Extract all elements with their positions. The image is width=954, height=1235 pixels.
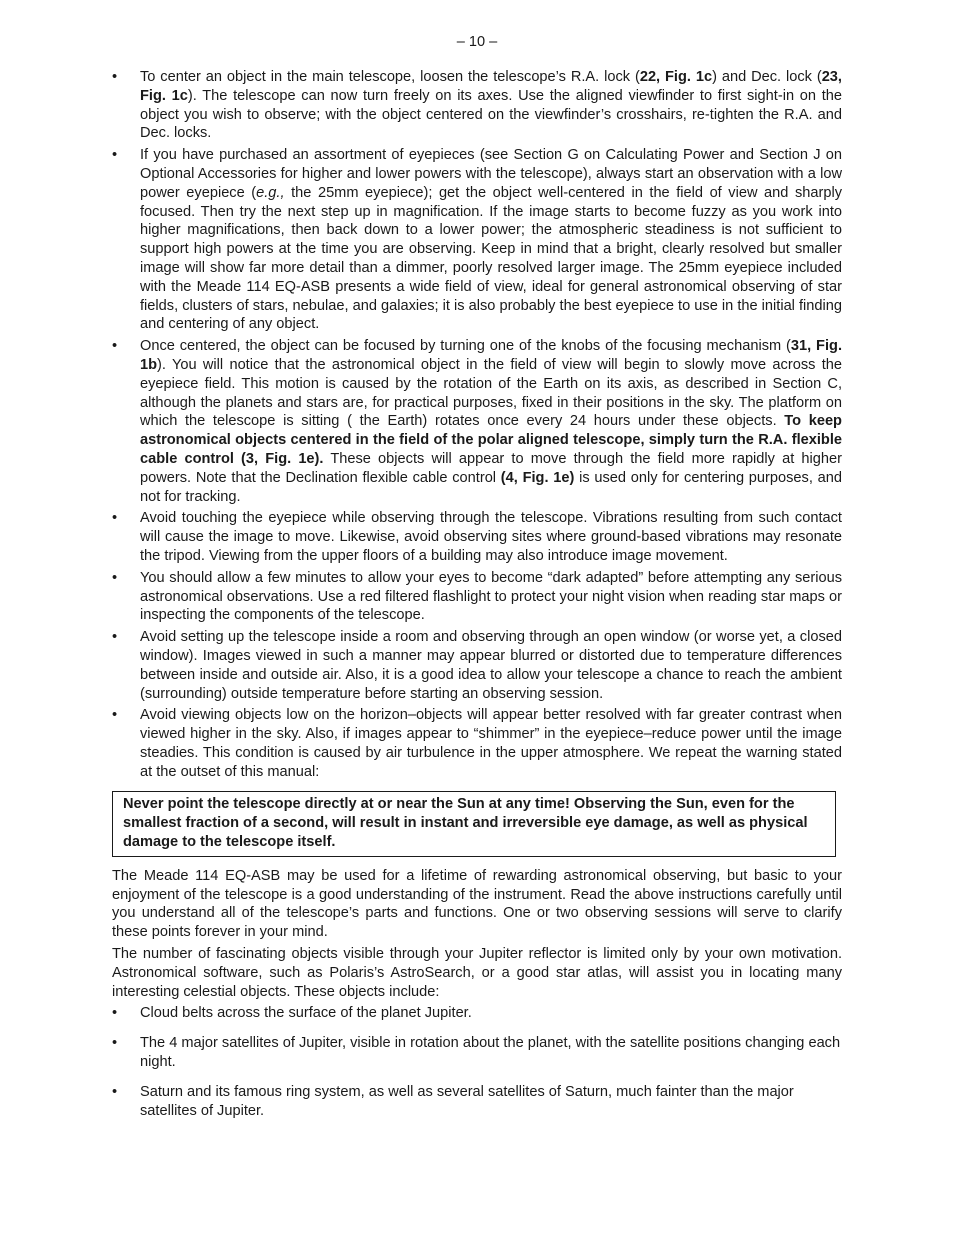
bullet-icon: • (112, 629, 118, 646)
page-number: – 10 – (456, 34, 498, 50)
observing-tips-list (112, 68, 842, 781)
bullet-icon: • (112, 69, 118, 85)
text-run: ). The telescope can now turn freely on its axes. Use the aligned viewfinder to first sight-in on the object you wish to observe; with the object centered on the viewfinder’s crosshairs, re-tighten the R.A. and Dec. locks. (140, 87, 842, 142)
text-run: 31, Fig. 1b (140, 338, 842, 373)
paragraph-lifetime-observing: The Meade 114 EQ-ASB may be used for a lifetime of rewarding astronomical observing, but basic to your enjoyment of the telescope is a good understanding of the instrument. Read the above instructions carefully until you understand all of the telescope’s parts and functions. One or two observing sessions will serve to clarify these points forever in your mind. (112, 867, 842, 941)
list-item (112, 1004, 842, 1023)
text-run: e.g., (256, 184, 285, 201)
text-run: ) and Dec. lock ( (712, 69, 822, 85)
sun-warning-box: Never point the telescope directly at or near the Sun at any time! Observing the Sun, even for the smallest fraction of a second, will result in instant and irreversible eye damage, as well as physical damage to the telescope itself. (112, 791, 836, 856)
text-run: You should allow a few minutes to allow your eyes to become “dark adapted” before attempting any serious astronomical observations. Use a red filtered flashlight to protect your night vision when reading star maps or inspecting the components of the telescope. (140, 569, 842, 624)
text-run: 23, Fig. 1c (140, 69, 842, 104)
list-item (112, 337, 842, 506)
list-item (112, 509, 842, 565)
list-item-text: The 4 major satellites of Jupiter, visible in rotation about the planet, with the satellite positions changing each night. (140, 1035, 841, 1071)
text-run: Avoid setting up the telescope inside a room and observing through an open window (or worse yet, a closed window). Images viewed in such a manner may appear blurred or distorted due to temperature differences between inside and outside air. Also, it is a good idea to allow your telescope a chance to reach the ambient (surrounding) outside temperature before starting an observing session. (140, 629, 842, 702)
text-run: Avoid viewing objects low on the horizon–objects will appear better resolved with far greater contrast when viewed higher in the sky. Also, if images appear to “shimmer” in the eyepiece–reduce power until the image steadies. This condition is caused by air turbulence in the upper atmosphere. We repeat the warning stated at the outset of this manual: (140, 707, 842, 780)
bullet-icon: • (112, 1035, 118, 1052)
list-item (112, 628, 842, 703)
bullet-icon: • (112, 569, 118, 586)
text-run: If you have purchased an assortment of eyepieces (see Section G on Calculating Power and Section J on Optional Accessories for higher and lower powers with the telescope), always start an observation with a low power eyepiece ( (140, 147, 842, 201)
list-item (112, 706, 842, 781)
text-run: To keep astronomical objects centered in the field of the polar aligned telescope, simply turn the R.A. flexible cable control (3, Fig. 1e). (140, 413, 842, 467)
bullet-icon: • (112, 1083, 118, 1100)
list-item-text: Saturn and its famous ring system, as well as several satellites of Saturn, much fainter than the major satellites of Jupiter. (140, 1083, 794, 1119)
text-run: 22, Fig. 1c (639, 69, 713, 85)
list-item (112, 146, 842, 334)
celestial-objects-list (112, 1004, 842, 1120)
list-item (112, 68, 842, 143)
text-run: Avoid touching the eyepiece while observing through the telescope. Vibrations resulting from such contact will cause the image to move. Likewise, avoid observing sites where ground-based vibrations may resonate the tripod. Viewing from the upper floors of a building may also introduce image movement. (140, 510, 842, 564)
paragraph-fascinating-objects: The number of fascinating objects visible through your Jupiter reflector is limited only by your own motivation. Astronomical software, such as Polaris’s AstroSearch, or a good star atlas, will assist you in locating many interesting celestial objects. These objects include: (112, 946, 842, 1000)
list-item-text: Cloud belts across the surface of the planet Jupiter. (140, 1005, 472, 1022)
bullet-icon: • (112, 1005, 118, 1022)
bullet-icon: • (112, 338, 118, 355)
text-run: Once centered, the object can be focused by turning one of the knobs of the focusing mechanism ( (140, 338, 791, 355)
bullet-icon: • (112, 510, 118, 527)
list-item (112, 1034, 842, 1072)
page-content (112, 68, 842, 1131)
text-run: ). You will notice that the astronomical object in the field of view will begin to slowly move across the eyepiece field. This motion is caused by the rotation of the Earth on its axis, as described in Section C, although the planets and stars are, for practical purposes, fixed in their positions in the sky. The platform on which the telescope is sitting ( the Earth) rotates once every 24 hours under these objects. (140, 356, 842, 430)
list-item (112, 569, 842, 625)
text-run: (4, Fig. 1e) (500, 469, 575, 486)
text-run: is used only for centering purposes, and not for tracking. (140, 469, 842, 505)
text-run: These objects will appear to move through the field more rapidly at higher powers. Note that the Declination flexible cable control (140, 450, 842, 486)
bullet-icon: • (112, 707, 118, 724)
text-run: To center an object in the main telescope, loosen the telescope’s R.A. lock ( (140, 69, 640, 85)
list-item (112, 1083, 842, 1121)
bullet-icon: • (112, 147, 118, 164)
text-run: the 25mm eyepiece); get the object well-centered in the field of view and sharply focused. Then try the next step up in magnification. If the image starts to become fuzzy as you work into higher magnifications, then back down to a lower power; the atmospheric steadiness is not sufficient to support high powers at the time you are observing. Keep in mind that a bright, clearly resolved but smaller image will show far more detail than a dimmer, poorly resolved larger image. The 25mm eyepiece included with the Meade 114 EQ-ASB presents a wide field of view, ideal for general astronomical observing of star fields, clusters of stars, nebulae, and galaxies; it is also probably the best eyepiece to use in the initial finding and centering of any object. (140, 184, 842, 333)
